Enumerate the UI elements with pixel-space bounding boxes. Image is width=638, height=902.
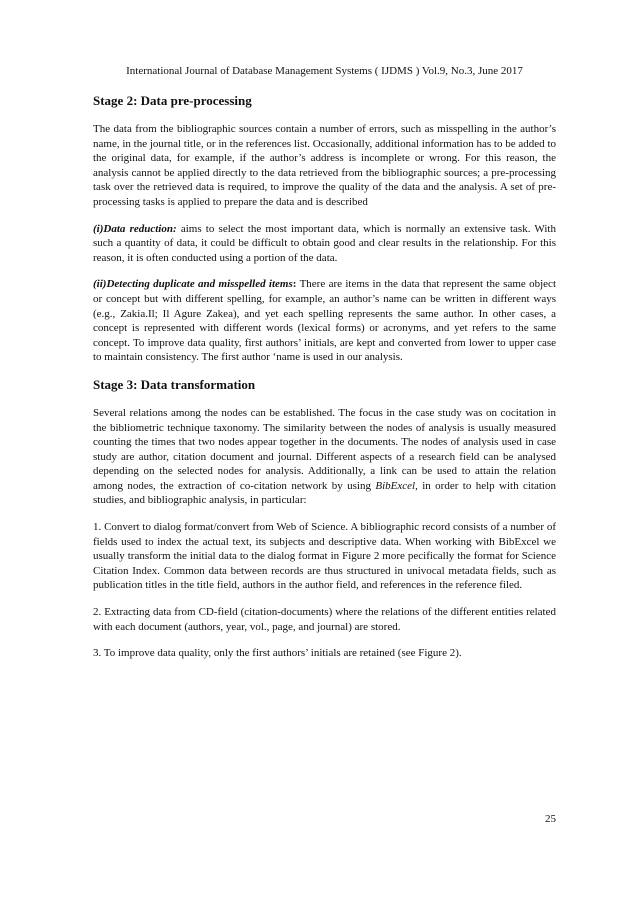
duplicate-detection-paragraph — [93, 277, 556, 365]
bibexcel-term: BibExcel — [375, 479, 416, 492]
running-header: International Journal of Database Management Systems ( IJDMS ) Vol.9, No.3, June 2017 — [126, 65, 523, 77]
stage3-intro-after: , in order to help with citation studies, and bibliographic analysis, in particular: — [93, 479, 556, 507]
duplicate-detection-lead: (ii)Detecting duplicate and misspelled items — [93, 278, 293, 291]
stage3-intro-before: Several relations among the nodes can be established. The focus in the case study was on cocitation in the bibliometric technique taxonomy. The similarity between the nodes of analysis is usually measured counting the times that two nodes appear together in the documents. The nodes of analysis used in case study are author, citation document and journal. Different aspects of a research field can be analysed depending on the selected nodes for analysis. Additionally, a link can be used to attain the relation among nodes, the extraction of co-citation network by using — [93, 406, 556, 492]
data-reduction-text: aims to select the most important data, which is normally an extensive task. With such a quantity of data, it could be difficult to obtain good and clear results in the relationship. For this reason, it is often conducted using a portion of the data. — [93, 222, 556, 264]
page-number: 25 — [545, 813, 556, 825]
list-item-1: 1. Convert to dialog format/convert from Web of Science. A bibliographic record consists of a number of fields used to index the actual text, its subjects and descriptive data. When working with BibExcel we usually transform the initial data to the dialog format in Figure 2 more pecifically the format for Science Citation Index. Common data between records are thus structured in univocal metadata fields, such as publication titles in the title field, authors in the author field, and references in the reference filed. — [93, 521, 556, 592]
stage2-intro-paragraph: The data from the bibliographic sources contain a number of errors, such as misspelling in the author’s name, in the journal title, or in the references list. Occasionally, additional information has to be added to the original data, for example, if the author’s address is incomplete or wrong. For this reason, the analysis cannot be applied directly to the data retrieved from the bibliographic sources; a pre-processing task over the retrieved data is required, to improve the quality of the data and the analysis. A set of pre-processing tasks is applied to prepare the data and is described — [93, 123, 556, 208]
stage3-intro-paragraph — [93, 406, 556, 508]
data-reduction-lead: (i)Data reduction: — [93, 222, 177, 235]
list-item-3: 3. To improve data quality, only the first authors’ initials are retained (see Figure 2). — [93, 647, 462, 660]
duplicate-detection-text: There are items in the data that represent the same object or concept but with different spelling, for example, an author’s name can be written in different ways (e.g., Zakia.Il; Il Agure Zakea), and yet each spelling represents the same author. In other cases, a concept is represented with different words (lexical forms) or acronyms, and yet refers to the same concept. To improve data quality, first authors’ initials, are kept and converted from lower to upper case to maintain consistency. The first author ‘name is used in our analysis. — [93, 278, 556, 364]
duplicate-detection-colon: : — [292, 278, 297, 291]
list-item-2: 2. Extracting data from CD-field (citation-documents) where the relations of the different entities related with each document (authors, year, vol., page, and journal) are stored. — [93, 606, 556, 633]
stage2-heading: Stage 2: Data pre-processing — [93, 93, 252, 108]
stage3-heading: Stage 3: Data transformation — [93, 376, 256, 392]
data-reduction-paragraph — [93, 222, 556, 266]
